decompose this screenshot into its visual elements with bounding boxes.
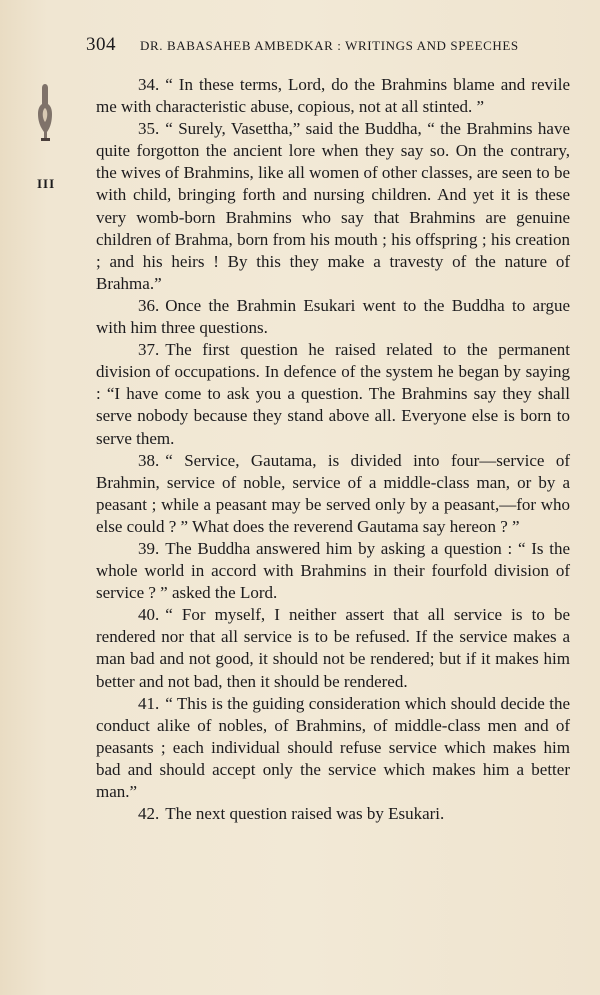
- paragraph-number: 34.: [138, 75, 160, 94]
- paragraph-number: 42.: [138, 804, 160, 824]
- paragraph-text: “ In these terms, Lord, do the Brahmins blame and revile me with characteristic abuse, copious, not at all stinted. ”: [96, 75, 570, 117]
- paragraph-text: The Buddha answered him by asking a question : “ Is the whole world in accord with Brahmins in their fourfold division of service ? ” asked the Lord.: [96, 538, 570, 603]
- paragraph-number: 35.: [138, 119, 160, 139]
- paragraph-40: [96, 604, 570, 692]
- paragraph-39: [96, 538, 570, 604]
- paragraph-number: 40.: [138, 605, 160, 625]
- paragraph-34: [96, 74, 570, 118]
- paragraph-text: Once the Brahmin Esukari went to the Buddha to argue with him three questions.: [96, 295, 570, 338]
- paragraph-36: [96, 295, 570, 339]
- paragraph-41: [96, 693, 570, 803]
- paragraph-number: 38.: [138, 450, 160, 470]
- paragraph-37: [96, 339, 570, 449]
- paragraph-number: 36.: [138, 295, 160, 315]
- page-header: [86, 34, 572, 56]
- paragraph-number: 37.: [138, 340, 160, 360]
- paragraph-number: 39.: [138, 538, 160, 558]
- margin-numeral: III: [37, 176, 56, 191]
- page-number: 304: [86, 34, 116, 55]
- paragraph-number: 41.: [138, 693, 160, 713]
- paragraph-text: The first question he raised related to the permanent division of occupations. In defence of the system he began by saying : “I have come to ask you a question. The Brahmins say they shall serve nobody because they stand above all. Everyone else is born to serve them.: [96, 340, 570, 448]
- body-text: [96, 74, 570, 825]
- running-head: DR. BABASAHEB AMBEDKAR : WRITINGS AND SPEECHES: [140, 38, 519, 53]
- margin-figure-icon: [36, 82, 54, 144]
- paragraph-text: “ This is the guiding consideration which should decide the conduct alike of nobles, of Brahmins, of middle-class men and of peasants ; each individual should refuse service which makes him bad and should accept only the service which makes him a better man.”: [96, 693, 570, 801]
- paragraph-text: The next question raised was by Esukari.: [165, 804, 445, 824]
- paragraph-text: “ For myself, I neither assert that all service is to be rendered nor that all service is to be refused. If the service makes a man bad and not good, it should not be rendered; but if it makes him better and not bad, then it should be rendered.: [96, 605, 570, 691]
- paragraph-35: [96, 118, 570, 295]
- paragraph-text: “ Service, Gautama, is divided into four—service of Brahmin, service of noble, service of a middle-class man, or by a peasant ; while a peasant may be served only by a peasant,—for who else could ? ” What does the reverend Gautama say hereon ? ”: [96, 450, 570, 536]
- paragraph-text: “ Surely, Vasettha,” said the Buddha, “ the Brahmins have quite forgotton the ancient lore when they say so. On the contrary, the wives of Brahmins, like all women of other classes, are seen to be with child, bringing forth and nursing children. And yet it is these very womb-born Brahmins who say that Brahmins are genuine children of Brahma, born from his mouth ; his offspring ; his creation ; and his heirs ! By this they make a travesty of the nature of Brahma.”: [96, 119, 570, 293]
- paragraph-38: [96, 450, 570, 538]
- paragraph-42: [96, 803, 570, 825]
